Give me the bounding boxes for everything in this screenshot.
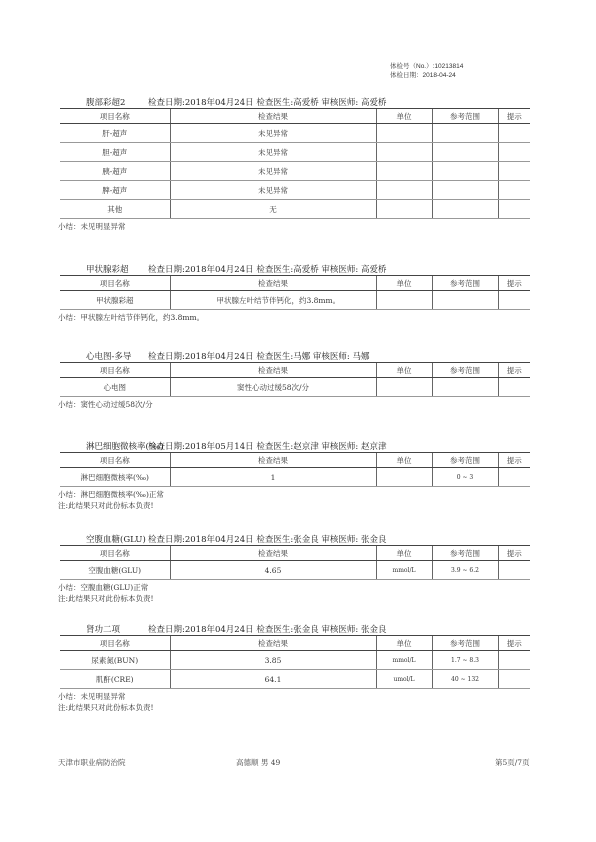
col-result-header: 检查结果: [170, 636, 376, 651]
section-info: 检查日期:2018年04月24日 检查医生:高爱桥 审核医师: 高爱桥: [148, 98, 387, 108]
section-summary: 小结：淋巴细胞微核率(‰)正常: [58, 490, 164, 499]
item-name: 胆-超声: [60, 143, 170, 162]
section-header: [60, 530, 530, 546]
col-hint-header: 提示: [498, 109, 530, 124]
col-result-header: 检查结果: [170, 109, 376, 124]
footer-page-number: 第5页/7页: [495, 758, 530, 767]
item-range: [432, 378, 498, 397]
item-name: 肝-超声: [60, 124, 170, 143]
table-row: [60, 378, 530, 397]
col-result-header: 检查结果: [170, 363, 376, 378]
col-range-header: 参考范围: [432, 109, 498, 124]
item-unit: [376, 124, 432, 143]
table-header-row: [60, 636, 530, 651]
section-title: 腹部彩超2: [86, 98, 126, 108]
item-range: 3.9 ~ 6.2: [432, 561, 498, 580]
col-unit-header: 单位: [376, 276, 432, 291]
item-name: 淋巴细胞微核率(‰): [60, 468, 170, 487]
item-unit: [376, 378, 432, 397]
section-title: 心电图-多导: [86, 352, 132, 362]
exam-section: [60, 620, 530, 713]
report-header: [390, 62, 463, 80]
exam-section: [60, 260, 530, 323]
item-unit: [376, 143, 432, 162]
section-title: 空腹血糖(GLU): [86, 535, 146, 545]
item-name: 其他: [60, 200, 170, 219]
item-hint: [498, 561, 530, 580]
item-name: 脾-超声: [60, 181, 170, 200]
section-info: 检查日期:2018年04月24日 检查医生:高爱桥 审核医师: 高爱桥: [148, 265, 387, 275]
item-hint: [498, 291, 530, 310]
item-hint: [498, 378, 530, 397]
table-row: [60, 181, 530, 200]
table-header-row: [60, 453, 530, 468]
section-note: 注:此结果只对此份标本负责!: [58, 501, 154, 510]
table-row: [60, 670, 530, 689]
item-range: [432, 162, 498, 181]
item-hint: [498, 200, 530, 219]
section-header: [60, 260, 530, 276]
col-hint-header: 提示: [498, 453, 530, 468]
item-name: 尿素氮(BUN): [60, 651, 170, 670]
table-header-row: [60, 276, 530, 291]
table-row: [60, 200, 530, 219]
table-header-row: [60, 109, 530, 124]
table-header-row: [60, 546, 530, 561]
section-summary: 小结：未见明显异常: [58, 692, 126, 701]
section-summary: 小结：未见明显异常: [58, 222, 126, 231]
col-range-header: 参考范围: [432, 363, 498, 378]
item-result: 甲状腺左叶结节伴钙化，约3.8mm。: [170, 291, 376, 310]
col-unit-header: 单位: [376, 546, 432, 561]
item-result: 4.65: [170, 561, 376, 580]
col-name-header: 项目名称: [60, 546, 170, 561]
exam-section: [60, 347, 530, 410]
item-range: [432, 200, 498, 219]
item-hint: [498, 651, 530, 670]
col-hint-header: 提示: [498, 276, 530, 291]
item-hint: [498, 468, 530, 487]
item-unit: umol/L: [376, 670, 432, 689]
exam-section: [60, 530, 530, 604]
section-title: 肾功二项: [86, 625, 121, 635]
item-name: 甲状腺彩超: [60, 291, 170, 310]
table-row: [60, 468, 530, 487]
item-unit: [376, 468, 432, 487]
section-header: [60, 93, 530, 109]
result-table: [60, 109, 530, 219]
exam-section: [60, 437, 530, 511]
item-name: 胰-超声: [60, 162, 170, 181]
item-unit: mmol/L: [376, 651, 432, 670]
item-result: 64.1: [170, 670, 376, 689]
col-range-header: 参考范围: [432, 276, 498, 291]
col-unit-header: 单位: [376, 453, 432, 468]
item-result: 未见异常: [170, 181, 376, 200]
table-row: [60, 561, 530, 580]
item-result: 未见异常: [170, 124, 376, 143]
col-name-header: 项目名称: [60, 109, 170, 124]
col-unit-header: 单位: [376, 109, 432, 124]
item-result: 窦性心动过缓58次/分: [170, 378, 376, 397]
exam-number: 体检号（No.）:10213814: [390, 63, 464, 70]
col-name-header: 项目名称: [60, 636, 170, 651]
item-hint: [498, 670, 530, 689]
result-table: [60, 636, 530, 689]
col-result-header: 检查结果: [170, 453, 376, 468]
item-range: 40 ~ 132: [432, 670, 498, 689]
section-note: 注:此结果只对此份标本负责!: [58, 703, 154, 712]
table-row: [60, 124, 530, 143]
col-range-header: 参考范围: [432, 636, 498, 651]
item-name: 空腹血糖(GLU): [60, 561, 170, 580]
item-result: 无: [170, 200, 376, 219]
table-row: [60, 651, 530, 670]
col-range-header: 参考范围: [432, 546, 498, 561]
table-row: [60, 143, 530, 162]
table-row: [60, 162, 530, 181]
col-result-header: 检查结果: [170, 546, 376, 561]
table-header-row: [60, 363, 530, 378]
section-summary: 小结：空腹血糖(GLU)正常: [58, 583, 149, 592]
item-range: [432, 291, 498, 310]
item-range: [432, 124, 498, 143]
exam-section: [60, 93, 530, 232]
footer-institution: 天津市职业病防治院: [58, 758, 126, 767]
col-unit-header: 单位: [376, 363, 432, 378]
col-result-header: 检查结果: [170, 276, 376, 291]
item-hint: [498, 143, 530, 162]
col-hint-header: 提示: [498, 636, 530, 651]
section-title: 淋巴细胞微核率(‰): [86, 442, 164, 452]
table-row: [60, 291, 530, 310]
section-info: 检查日期:2018年04月24日 检查医生:张金良 审核医师: 张金良: [148, 535, 387, 545]
exam-date: 体检日期：2018-04-24: [390, 72, 456, 79]
item-hint: [498, 124, 530, 143]
section-note: 注:此结果只对此份标本负责!: [58, 594, 154, 603]
section-header: [60, 620, 530, 636]
col-hint-header: 提示: [498, 363, 530, 378]
col-range-header: 参考范围: [432, 453, 498, 468]
result-table: [60, 453, 530, 487]
col-name-header: 项目名称: [60, 276, 170, 291]
section-info: 检查日期:2018年05月14日 检查医生:赵京津 审核医师: 赵京津: [148, 442, 387, 452]
item-name: 肌酐(CRE): [60, 670, 170, 689]
item-unit: [376, 162, 432, 181]
item-range: [432, 143, 498, 162]
section-header: [60, 347, 530, 363]
item-unit: mmol/L: [376, 561, 432, 580]
section-summary: 小结：窦性心动过缓58次/分: [58, 400, 153, 409]
result-table: [60, 546, 530, 580]
col-unit-header: 单位: [376, 636, 432, 651]
col-name-header: 项目名称: [60, 363, 170, 378]
item-unit: [376, 291, 432, 310]
footer-patient: 高德顺 男 49: [236, 758, 281, 767]
section-info: 检查日期:2018年04月24日 检查医生:张金良 审核医师: 张金良: [148, 625, 387, 635]
item-range: 0 ~ 3: [432, 468, 498, 487]
item-unit: [376, 200, 432, 219]
item-hint: [498, 181, 530, 200]
section-info: 检查日期:2018年04月24日 检查医生:马娜 审核医师: 马娜: [148, 352, 370, 362]
item-range: [432, 181, 498, 200]
col-name-header: 项目名称: [60, 453, 170, 468]
result-table: [60, 363, 530, 397]
item-unit: [376, 181, 432, 200]
item-result: 1: [170, 468, 376, 487]
item-hint: [498, 162, 530, 181]
section-title: 甲状腺彩超: [86, 265, 129, 275]
result-table: [60, 276, 530, 310]
item-result: 3.85: [170, 651, 376, 670]
section-summary: 小结：甲状腺左叶结节伴钙化，约3.8mm。: [58, 313, 205, 322]
item-range: 1.7 ~ 8.3: [432, 651, 498, 670]
item-result: 未见异常: [170, 143, 376, 162]
item-result: 未见异常: [170, 162, 376, 181]
section-header: [60, 437, 530, 453]
item-name: 心电图: [60, 378, 170, 397]
col-hint-header: 提示: [498, 546, 530, 561]
